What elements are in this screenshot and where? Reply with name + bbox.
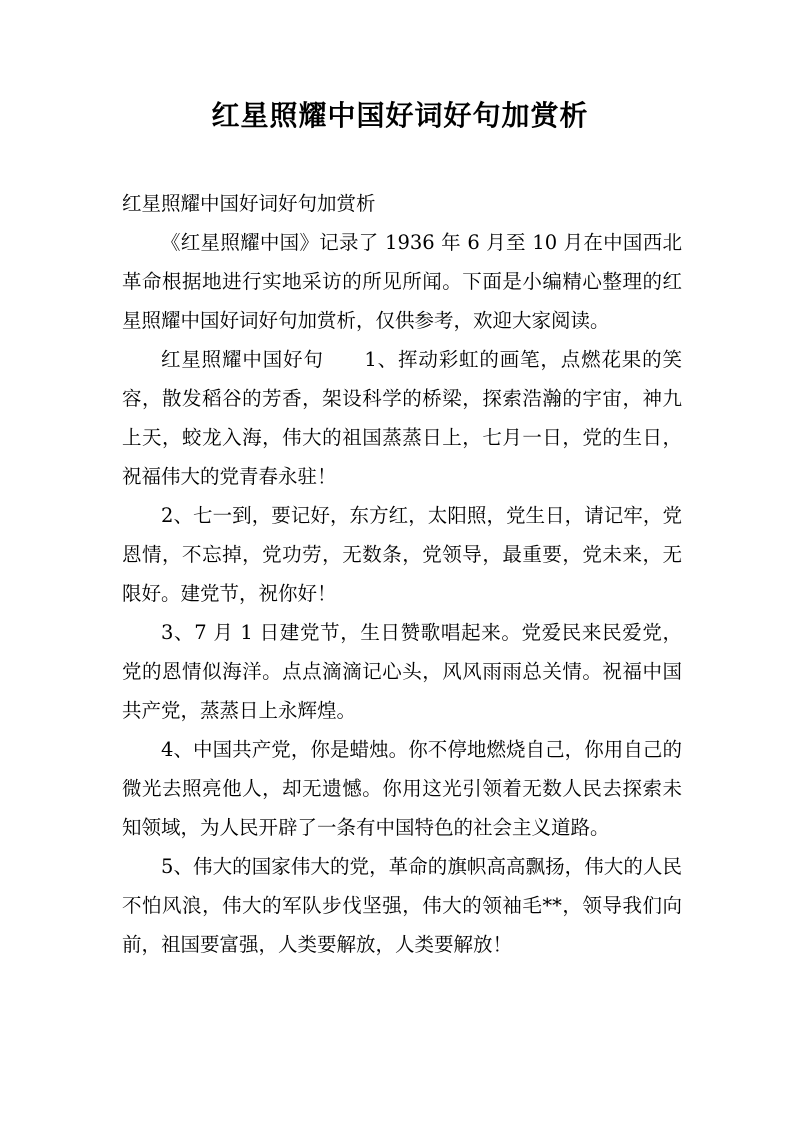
paragraph-3: 3、7 月 1 日建党节，生日赞歌唱起来。党爱民来民爱党，党的恩情似海洋。点点滴滴记心头，风风雨雨总关情。祝福中国共产党，蒸蒸日上永辉煌。 xyxy=(122,621,682,722)
paragraph-2: 2、七一到，要记好，东方红，太阳照，党生日，请记牢，党恩情，不忘掉，党功劳，无数条，党领导，最重要，党未来，无限好。建党节，祝你好！ xyxy=(122,504,682,605)
paragraph-4: 4、中国共产党，你是蜡烛。你不停地燃烧自己，你用自己的微光去照亮他人，却无遗憾。你用这光引领着无数人民去探索未知领域，为人民开辟了一条有中国特色的社会主义道路。 xyxy=(122,738,682,839)
paragraph-1: 红星照耀中国好句 1、挥动彩虹的画笔，点燃花果的笑容，散发稻谷的芳香，架设科学的桥梁，探索浩瀚的宇宙，神九上天，蛟龙入海，伟大的祖国蒸蒸日上，七月一日，党的生日，祝福伟大的党青春永驻！ xyxy=(122,348,682,488)
paragraph-5: 5、伟大的国家伟大的党，革命的旗帜高高飘扬，伟大的人民不怕风浪，伟大的军队步伐坚强，伟大的领袖毛**，领导我们向前，祖国要富强，人类要解放，人类要解放！ xyxy=(122,855,682,956)
document-title: 红星照耀中国好词好句加赏析 xyxy=(211,99,589,132)
paragraph-intro: 《红星照耀中国》记录了 1936 年 6 月至 10 月在中国西北革命根据地进行实地采访的所见所闻。下面是小编精心整理的红星照耀中国好词好句加赏析，仅供参考，欢迎大家阅读。 xyxy=(122,231,682,332)
document-body xyxy=(122,184,682,964)
document-subtitle: 红星照耀中国好词好句加赏析 xyxy=(122,192,376,215)
